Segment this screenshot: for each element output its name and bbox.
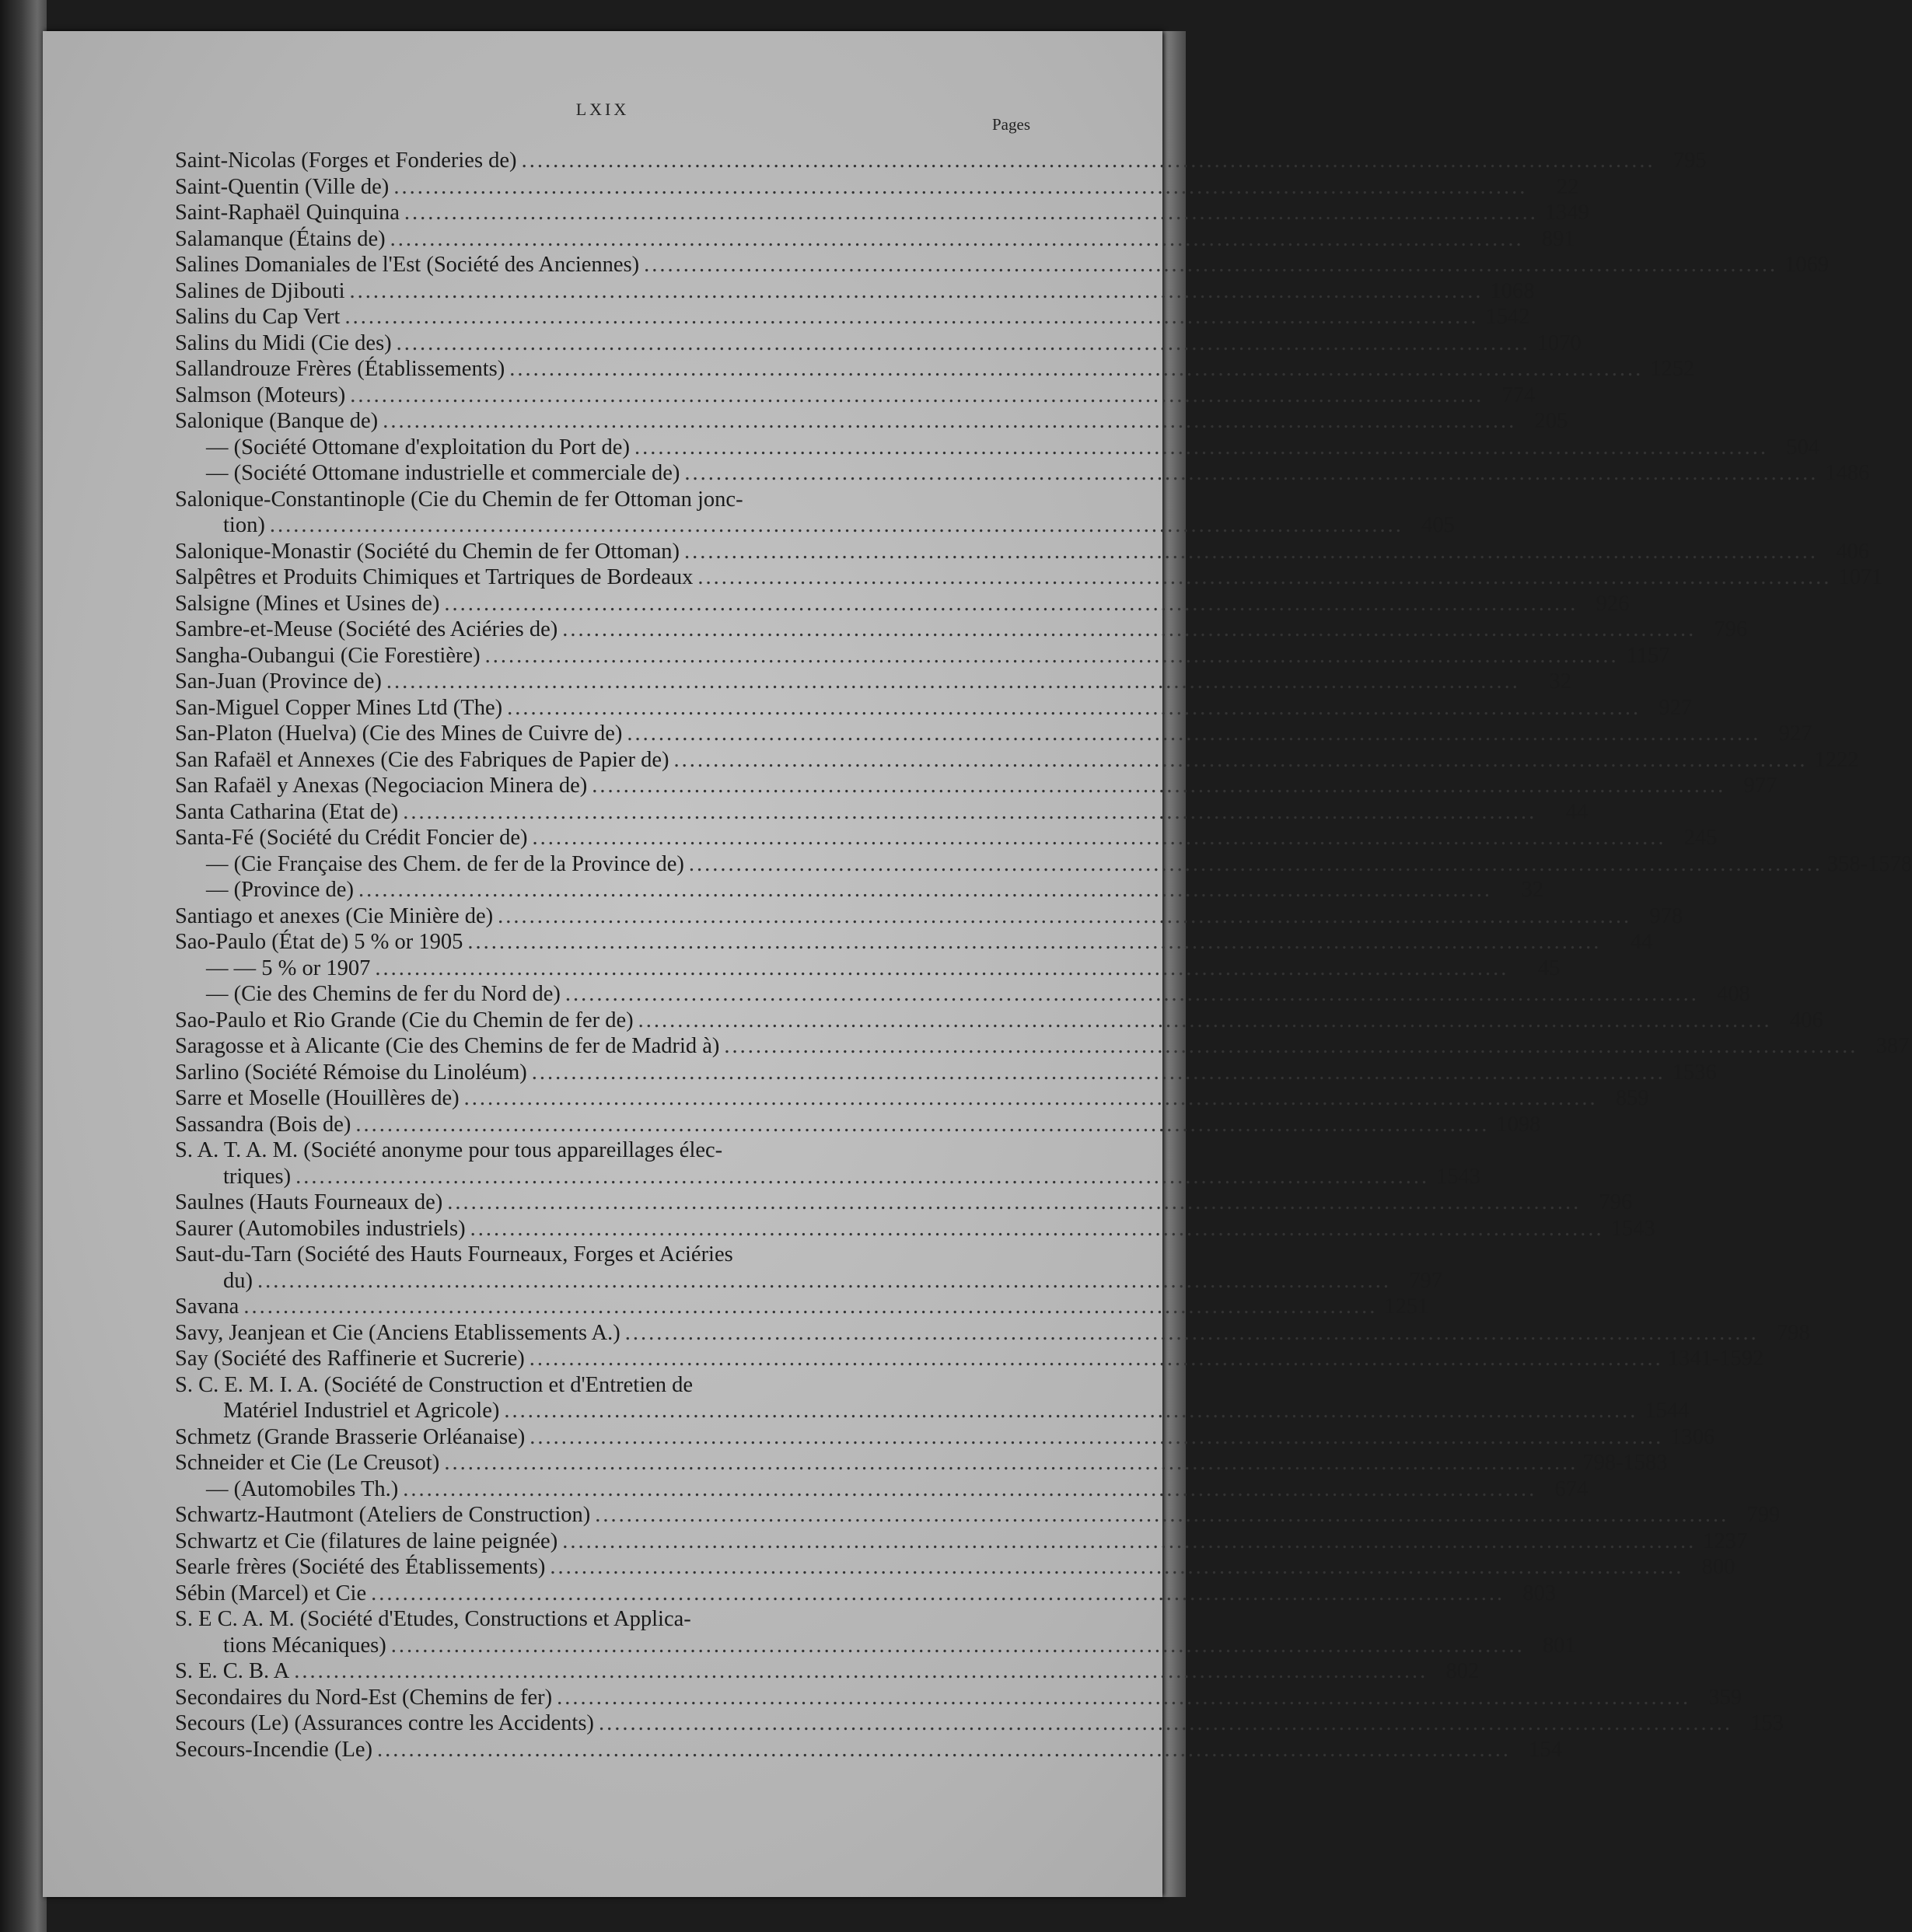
entry-page: 1071	[1838, 565, 1883, 589]
index-entry	[175, 956, 1561, 982]
index-entry	[175, 304, 1530, 330]
entry-page: 406	[1789, 1008, 1823, 1032]
entry-name: Say (Société des Raffinerie et Sucrerie)	[175, 1347, 525, 1371]
leader-dots	[522, 148, 1655, 174]
index-entry	[175, 1008, 1823, 1034]
entry-name: Sambre-et-Meuse (Société des Aciéries de)	[175, 617, 558, 641]
leader-dots	[724, 1033, 1858, 1060]
entry-page: 153	[1750, 1711, 1784, 1735]
entry-page: 1222	[1814, 747, 1859, 772]
page-number: LXIX	[575, 100, 630, 119]
entry-page: 358-1578	[1826, 851, 1912, 876]
leader-dots	[393, 174, 1527, 201]
entry-name: Sassandra (Bois de)	[175, 1112, 351, 1137]
leader-dots	[397, 330, 1530, 357]
entry-page: 408	[1717, 982, 1750, 1006]
leader-dots	[674, 747, 1808, 774]
entry-name: Salpêtres et Produits Chimiques et Tartriques de Bordeaux	[175, 565, 694, 589]
index-entry	[175, 773, 1777, 799]
index-entry	[175, 851, 1912, 878]
entry-page: 44	[1565, 799, 1589, 824]
index-entry	[175, 1085, 1649, 1112]
leader-dots	[371, 1581, 1505, 1607]
entry-name: Sarre et Moselle (Houillères de)	[175, 1086, 460, 1110]
index-entry	[175, 929, 1653, 956]
index-entry	[175, 356, 1695, 383]
entry-page: 205	[1534, 409, 1568, 433]
index-entry	[175, 1112, 1541, 1138]
entry-name: Saint-Raphaël Quinquina	[175, 201, 400, 225]
entry-name: Schneider et Cie (Le Creusot)	[175, 1451, 440, 1475]
entry-name: Schmetz (Grande Brasserie Orléanaise)	[175, 1424, 526, 1449]
entry-page: 774	[1501, 383, 1536, 407]
entry-page: 891	[1541, 226, 1575, 251]
leader-dots	[375, 956, 1508, 982]
index-entry	[175, 200, 1589, 226]
entry-name: Saurer (Automobiles industriels)	[175, 1216, 466, 1241]
entry-page: 859	[1615, 1086, 1649, 1110]
index-entry	[175, 1476, 1589, 1503]
index-entry	[175, 460, 1870, 487]
entry-name: — (Société Ottomane industrielle et commerciale de)	[206, 461, 680, 485]
entry-page: 1068	[1490, 278, 1535, 303]
entry-name: — (Cie des Chemins de fer du Nord de)	[206, 982, 561, 1006]
entry-name: Salsigne (Mines et Usines de)	[175, 591, 440, 616]
entry-name: Searle frères (Société des Établissements)	[175, 1555, 546, 1579]
index-entry	[175, 1242, 1077, 1268]
leader-dots	[550, 1554, 1683, 1581]
entry-page: 1536	[1672, 1060, 1717, 1085]
leader-dots	[689, 851, 1823, 878]
leader-dots	[625, 1320, 1759, 1347]
index-entry	[175, 174, 1579, 201]
index-entry	[175, 1737, 1562, 1763]
entry-page: 359	[1708, 1685, 1742, 1710]
entry-page: 1237	[1703, 1528, 1748, 1553]
entry-name: Saut-du-Tarn (Société des Hauts Fourneaux, Forges et Aciéries	[175, 1242, 733, 1266]
entry-page: 795	[1673, 148, 1707, 173]
entry-page: 32	[1521, 878, 1543, 902]
leader-dots	[257, 1268, 1391, 1294]
entry-name: Sangha-Oubangui (Cie Forestière)	[175, 643, 481, 668]
leader-dots	[404, 200, 1538, 226]
index-entry	[175, 1268, 1442, 1294]
index-entry	[175, 1606, 1077, 1633]
index-entry	[175, 617, 1748, 643]
entry-name: Savy, Jeanjean et Cie (Anciens Etablissements A.)	[175, 1320, 620, 1345]
index-entry	[175, 1060, 1717, 1086]
leader-dots	[390, 226, 1524, 253]
entry-page: 796	[1714, 617, 1748, 641]
entry-name: Saragosse et à Alicante (Cie des Chemins de fer de Madrid à)	[175, 1034, 720, 1058]
index-entry	[175, 981, 1750, 1008]
entry-name: Saint-Quentin (Ville de)	[175, 174, 390, 199]
leader-dots	[383, 408, 1516, 435]
index-entry	[175, 252, 1830, 278]
index-entry	[175, 1685, 1742, 1711]
entry-page: 1070	[1536, 330, 1582, 355]
entry-name: — (Automobiles Th.)	[206, 1476, 399, 1501]
leader-dots	[295, 1164, 1429, 1190]
leader-dots	[350, 383, 1484, 409]
entry-name: tion)	[223, 513, 265, 537]
entry-page: 800	[1701, 1555, 1735, 1579]
entry-page: 22	[1556, 174, 1579, 199]
entry-page: 802	[1445, 1659, 1480, 1683]
entry-name: Salins du Midi (Cie des)	[175, 330, 392, 355]
entry-page: 504	[1786, 435, 1819, 459]
leader-dots	[470, 1216, 1604, 1242]
index-entry	[175, 1216, 1655, 1242]
leader-dots	[697, 564, 1831, 591]
index-entry	[175, 1346, 1764, 1372]
leader-dots	[684, 460, 1818, 487]
entry-page: 1543	[1436, 1164, 1481, 1189]
entry-name: Salonique-Monastir (Société du Chemin de fer Ottoman)	[175, 539, 680, 564]
entry-name: Savana	[175, 1294, 239, 1319]
entry-page: 801	[1543, 1633, 1576, 1658]
entry-page: 1069	[1784, 253, 1830, 277]
pages-column-label: Pages	[992, 115, 1030, 134]
index-entry	[175, 825, 1718, 851]
leader-dots	[447, 1190, 1581, 1216]
entry-name: Sébin (Marcel) et Cie	[175, 1581, 367, 1605]
entry-name: Santiago et anexes (Cie Minière de)	[175, 903, 494, 928]
index-entry	[175, 877, 1543, 903]
index-entry	[175, 539, 1870, 565]
leader-dots	[444, 591, 1578, 617]
leader-dots	[533, 825, 1666, 851]
entry-name: Santa-Fé (Société du Crédit Foncier de)	[175, 826, 528, 850]
entry-name: San-Juan (Province de)	[175, 669, 382, 693]
index-entry	[175, 1710, 1784, 1737]
entry-name: San Rafaël et Annexes (Cie des Fabriques de Papier de)	[175, 747, 669, 772]
leader-dots	[504, 1398, 1638, 1424]
index-entry	[175, 435, 1819, 461]
index-entry	[175, 1294, 1429, 1320]
entry-page: 245	[1683, 826, 1718, 850]
entry-page: 32	[1549, 669, 1571, 693]
entry-page: 977	[1743, 774, 1777, 798]
index-entry	[175, 1398, 1690, 1424]
leader-dots	[592, 773, 1725, 799]
leader-dots	[599, 1710, 1732, 1737]
index-entry	[175, 1554, 1735, 1581]
entry-name: Matériel Industriel et Agricole)	[223, 1399, 500, 1423]
leader-dots	[377, 1737, 1511, 1763]
leader-dots	[634, 435, 1768, 461]
index-entry	[175, 799, 1589, 826]
index-entry	[175, 695, 1693, 721]
entry-page: 1544	[1645, 1399, 1690, 1423]
index-entry	[175, 512, 1455, 539]
index-entry	[175, 1137, 1077, 1164]
entry-name: S. A. T. A. M. (Société anonyme pour tous appareillages élec-	[175, 1138, 723, 1162]
index-entry	[175, 903, 1683, 930]
index-entry	[175, 1372, 1077, 1399]
entry-name: — (Province de)	[206, 878, 354, 902]
entry-name: du)	[223, 1268, 253, 1293]
entry-name: Secondaires du Nord-Est (Chemins de fer)	[175, 1685, 553, 1710]
leader-dots	[509, 356, 1643, 383]
index-entry	[175, 408, 1568, 435]
entry-page: 1251	[1384, 1294, 1429, 1319]
entry-name: Secours (Le) (Assurances contre les Accidents)	[175, 1711, 594, 1735]
index-entry	[175, 1424, 1715, 1451]
leader-dots	[595, 1502, 1728, 1528]
entry-name: S. E C. A. M. (Société d'Etudes, Constructions et Applica-	[175, 1607, 691, 1631]
entry-name: Sao-Paulo (État de) 5 % or 1905	[175, 930, 463, 954]
entry-page: 797	[1409, 1268, 1442, 1293]
leader-dots	[498, 903, 1631, 930]
index-entry	[175, 1633, 1576, 1659]
entry-name: Santa Catharina (Etat de)	[175, 799, 399, 824]
index-entry	[175, 643, 1670, 669]
index-entry	[175, 591, 1630, 617]
entry-name: Saulnes (Hauts Fourneaux de)	[175, 1190, 443, 1214]
entry-name: Salonique (Banque de)	[175, 409, 379, 433]
entry-name: Salines de Djibouti	[175, 278, 345, 303]
leader-dots	[386, 669, 1520, 695]
index-entries	[175, 148, 1912, 1763]
entry-name: — (Société Ottomane d'exploitation du Port de)	[206, 435, 630, 459]
leader-dots	[532, 1060, 1666, 1086]
index-entry	[175, 1528, 1748, 1555]
leader-dots	[530, 1346, 1663, 1372]
entry-page: 1341-1592	[1667, 1347, 1764, 1371]
entry-page: 1486	[1825, 461, 1870, 485]
index-entry	[175, 1033, 1910, 1060]
index-entry	[175, 226, 1575, 253]
entry-name: Sao-Paulo et Rio Grande (Cie du Chemin de fer de)	[175, 1008, 634, 1032]
leader-dots	[349, 278, 1483, 305]
entry-page: 926	[1596, 591, 1630, 616]
entry-name: — (Cie Française des Chem. de fer de la Province de)	[206, 851, 684, 876]
entry-page: 978	[1649, 903, 1683, 928]
entry-page: 803	[1522, 1581, 1557, 1605]
index-entry	[175, 564, 1883, 591]
entry-page: 927	[1778, 721, 1812, 746]
leader-dots	[403, 799, 1536, 826]
leader-dots	[507, 695, 1641, 721]
entry-name: Salins du Cap Vert	[175, 305, 341, 329]
entry-name: Salonique-Constantinople (Cie du Chemin de fer Ottoman jonc-	[175, 487, 743, 512]
index-entry	[175, 1164, 1481, 1190]
leader-dots	[562, 617, 1696, 643]
entry-name: Salmson (Moteurs)	[175, 383, 346, 407]
index-entry	[175, 721, 1812, 747]
entry-page: 798-1583	[1582, 1451, 1668, 1475]
entry-page: 1542	[1485, 305, 1530, 329]
entry-page: 1098	[1496, 1112, 1541, 1137]
entry-name: San-Miguel Copper Mines Ltd (The)	[175, 695, 503, 720]
entry-name: tions Mécaniques)	[223, 1633, 386, 1658]
leader-dots	[530, 1424, 1663, 1451]
entry-page: 1157	[1626, 643, 1670, 668]
leader-dots	[562, 1528, 1696, 1555]
entry-name: Schwartz-Hautmont (Ateliers de Construction)	[175, 1503, 591, 1527]
entry-name: San Rafaël y Anexas (Negociacion Minera de)	[175, 774, 588, 798]
entry-page: 927	[1659, 695, 1693, 720]
leader-dots	[557, 1685, 1690, 1711]
leader-dots	[391, 1633, 1525, 1659]
entry-name: Schwartz et Cie (filatures de laine peignée)	[175, 1528, 558, 1553]
index-entry	[175, 669, 1571, 695]
entry-name: Salamanque (Étains de)	[175, 226, 386, 251]
leader-dots	[485, 643, 1619, 669]
entry-page: 387	[1875, 1034, 1910, 1058]
index-entry	[175, 487, 1077, 513]
leader-dots	[444, 1450, 1578, 1476]
leader-dots	[627, 721, 1760, 747]
entry-name: Sarlino (Société Rémoise du Linoléum)	[175, 1060, 527, 1085]
entry-name: Saint-Nicolas (Forges et Fonderies de)	[175, 148, 517, 173]
index-entry	[175, 1190, 1633, 1216]
entry-page: 405	[1421, 513, 1455, 537]
index-entry	[175, 383, 1536, 409]
leader-dots	[565, 981, 1699, 1008]
leader-dots	[294, 1658, 1428, 1685]
entry-name: Salines Domaniales de l'Est (Société des Anciennes)	[175, 253, 640, 277]
entry-page: 1349	[1544, 201, 1589, 225]
index-entry	[175, 1581, 1557, 1607]
index-entry	[175, 330, 1582, 357]
index-entry	[175, 148, 1707, 174]
index-entry	[175, 1320, 1810, 1347]
entry-page: 1306	[1670, 1424, 1715, 1449]
entry-name: San-Platon (Huelva) (Cie des Mines de Cuivre de)	[175, 721, 623, 746]
leader-dots	[638, 1008, 1772, 1034]
entry-name: Sallandrouze Frères (Établissements)	[175, 357, 505, 381]
leader-dots	[344, 304, 1478, 330]
index-entry	[175, 1450, 1668, 1476]
entry-page: 799	[1746, 1503, 1781, 1527]
index-entry	[175, 1658, 1480, 1685]
index-entry	[175, 747, 1859, 774]
leader-dots	[358, 877, 1492, 903]
entry-page: 44	[1630, 930, 1653, 954]
entry-name: S. E. C. B. A	[175, 1659, 290, 1683]
entry-name: Secours-Incendie (Le)	[175, 1737, 372, 1762]
entry-name: — — 5 % or 1907	[206, 956, 371, 980]
leader-dots	[684, 539, 1818, 565]
entry-page: 796	[1599, 1190, 1633, 1214]
entry-page: 674	[1554, 1476, 1589, 1501]
leader-dots	[355, 1112, 1489, 1138]
index-entry	[175, 278, 1535, 305]
leader-dots	[270, 512, 1403, 539]
leader-dots	[243, 1294, 1377, 1320]
leader-dots	[403, 1476, 1536, 1503]
leader-dots	[467, 929, 1601, 956]
entry-page: 406	[1836, 539, 1870, 564]
entry-page: 1543	[1610, 1216, 1655, 1241]
entry-name: triques)	[223, 1164, 292, 1189]
entry-page: 798	[1777, 1320, 1810, 1345]
entry-page: 154	[1529, 1737, 1562, 1762]
entry-name: S. C. E. M. I. A. (Société de Construction et d'Entretien de	[175, 1372, 694, 1397]
leader-dots	[644, 252, 1777, 278]
entry-page: 1252	[1650, 357, 1695, 381]
entry-page: 45	[1537, 956, 1561, 980]
scan-binding-edge	[0, 0, 47, 1932]
leader-dots	[464, 1085, 1598, 1112]
index-entry	[175, 1502, 1781, 1528]
book-page	[43, 31, 1912, 1897]
